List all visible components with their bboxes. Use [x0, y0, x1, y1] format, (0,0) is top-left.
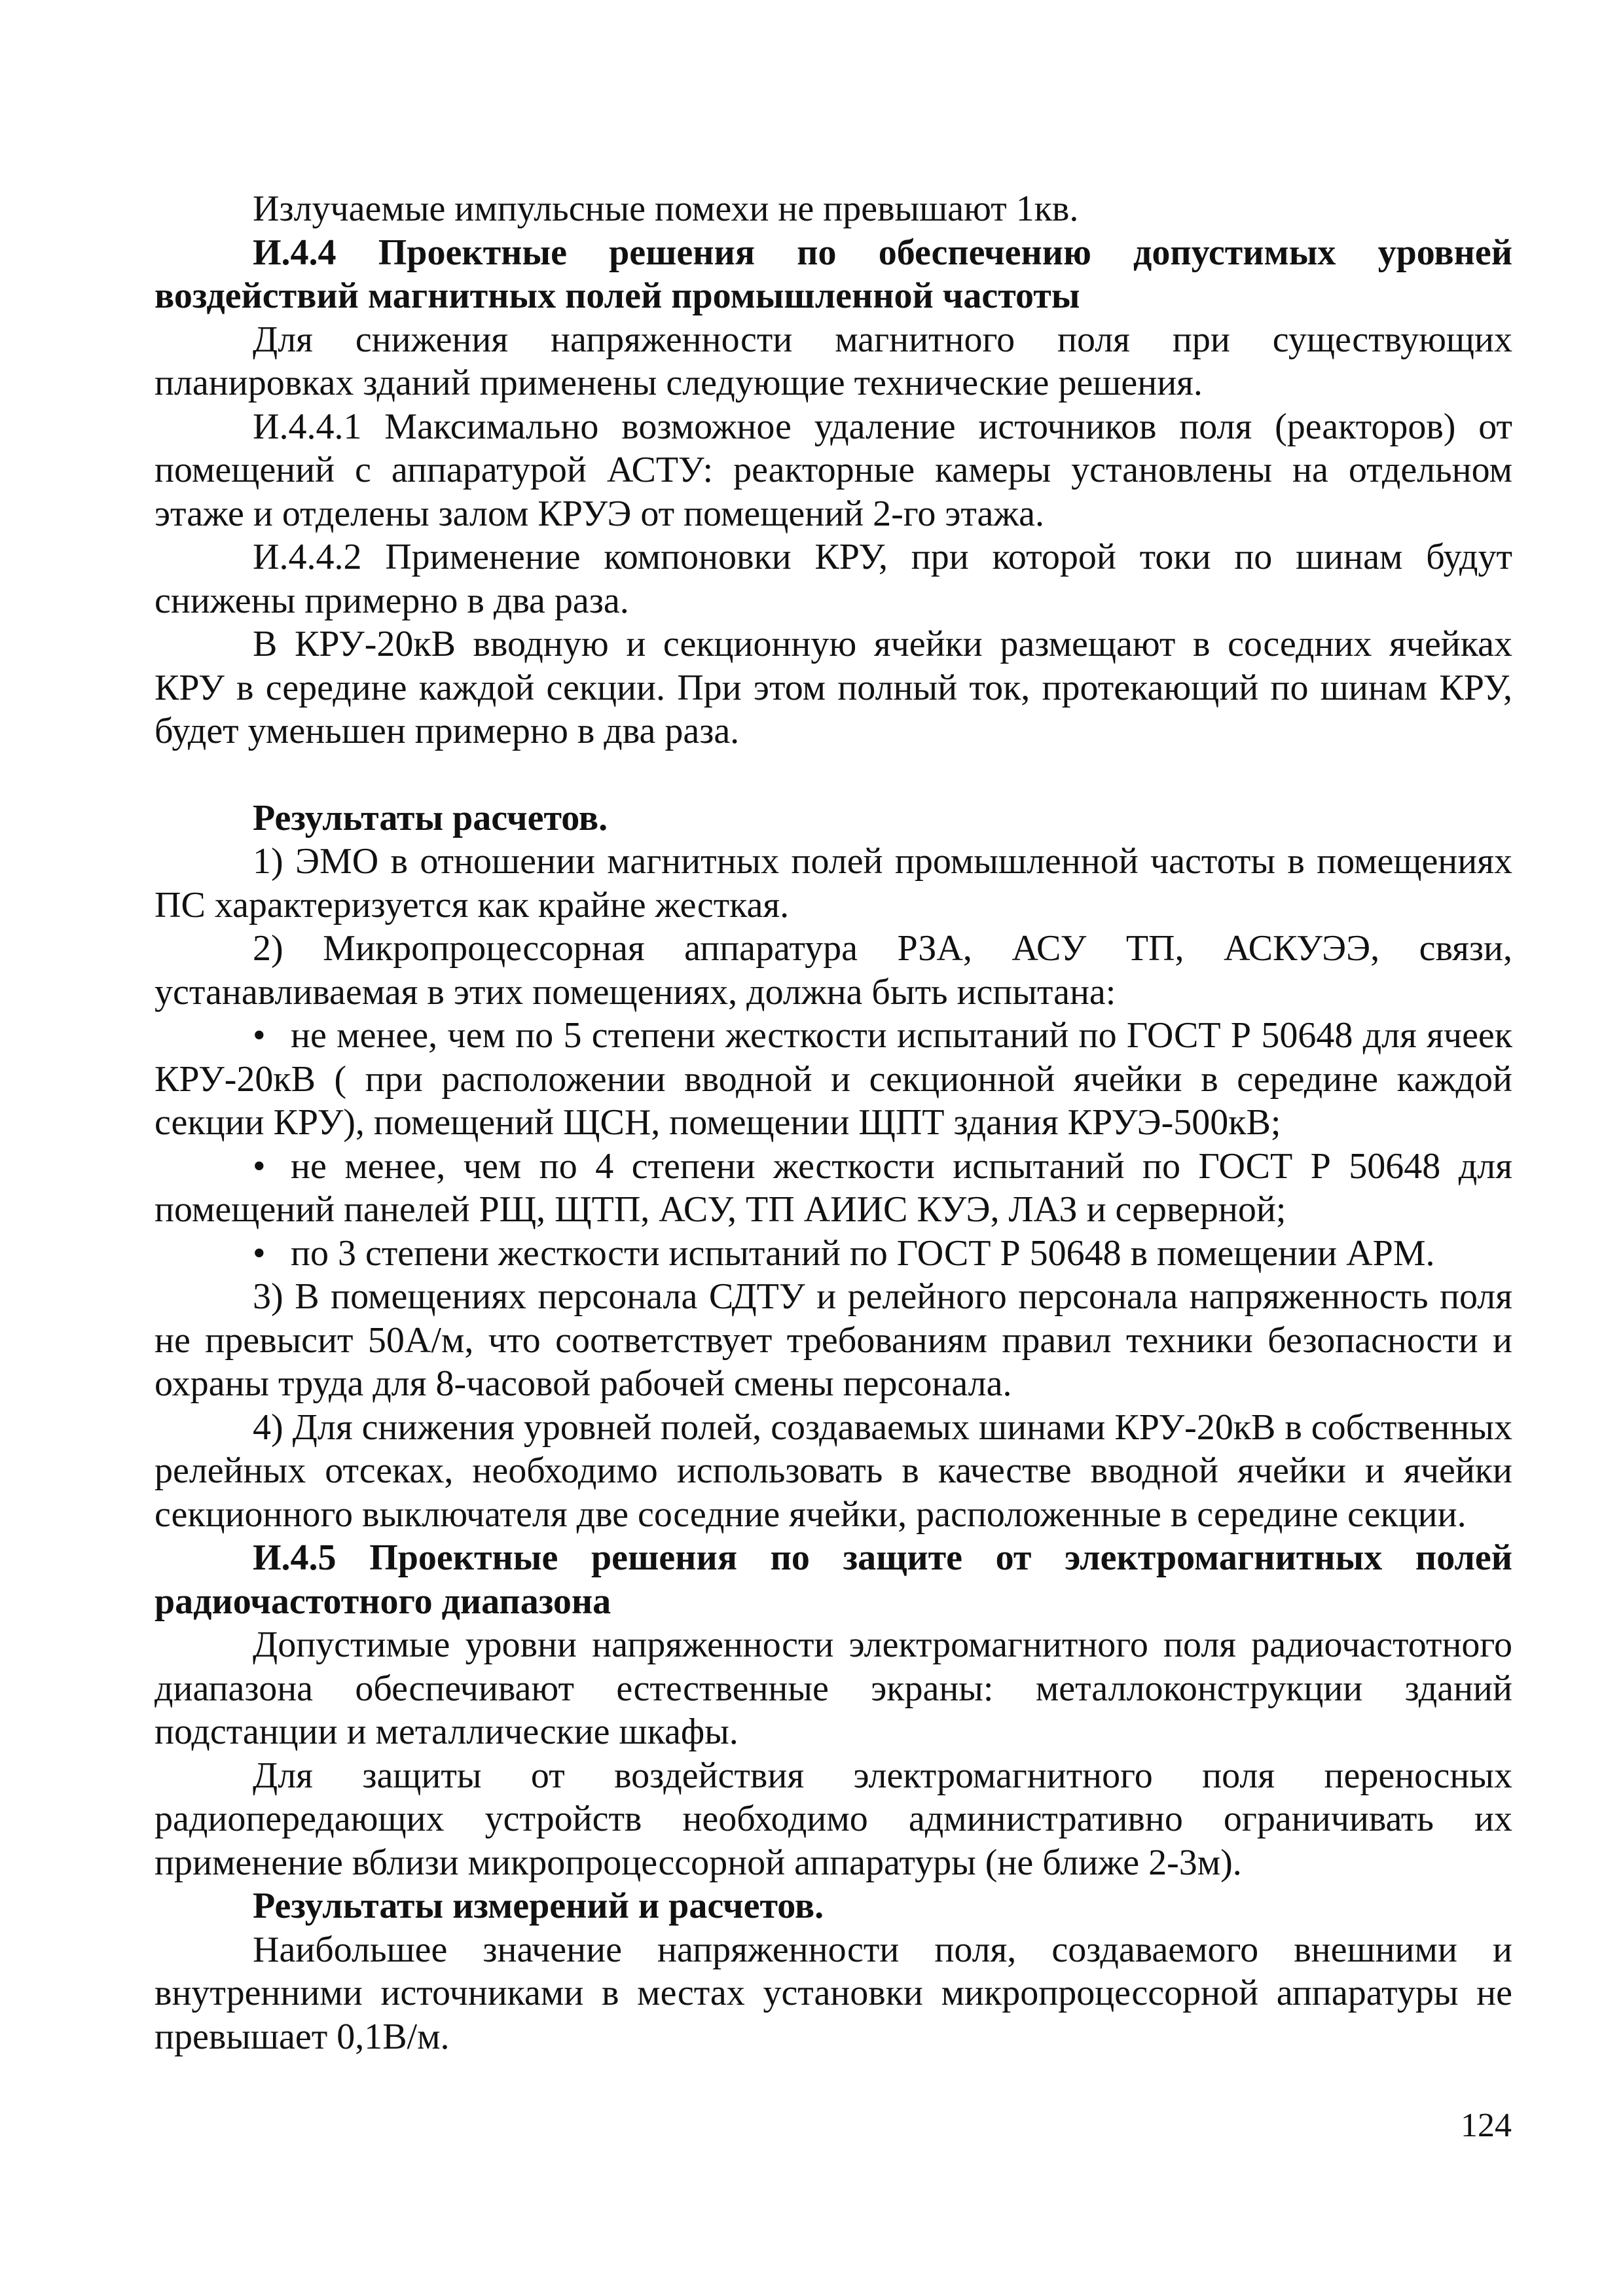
paragraph: Для защиты от воздействия электромагнитного поля переносных радиопередающих устройств необходимо административно ограничивать их применение вблизи микропроцессорной аппаратуры (не ближе 2-3м). [155, 1755, 1512, 1883]
paragraph: 4) Для снижения уровней полей, создаваемых шинами КРУ-20кВ в собственных релейных отсеках, необходимо использовать в качестве вводной ячейки и ячейки секционного выключателя две соседние ячейки, расположенные в середине секции. [155, 1407, 1512, 1535]
paragraph: И.4.4.2 Применение компоновки КРУ, при которой токи по шинам будут снижены примерно в два раза. [155, 537, 1512, 621]
bullet-icon: • [253, 1232, 266, 1274]
bullet-text: не менее, чем по 5 степени жесткости испытаний по ГОСТ Р 50648 для ячеек КРУ-20кВ ( при расположении вводной и секционной ячейки в середине каждой секции КРУ), помещений ЩСН, помещении ЩПТ здания КРУЭ-500кВ; [155, 1015, 1512, 1143]
results-heading: Результаты измерений и расчетов. [253, 1886, 824, 1926]
bullet-item [155, 1145, 1512, 1232]
section-heading: И.4.5 Проектные решения по защите от электромагнитных полей радиочастотного диапазона [155, 1537, 1512, 1622]
paragraph: Наибольшее значение напряженности поля, создаваемого внешними и внутренними источниками в местах установки микропроцессорной аппаратуры не превышает 0,1В/м. [155, 1929, 1512, 2057]
paragraph: В КРУ-20кВ вводную и секционную ячейки размещают в соседних ячейках КРУ в середине каждой секции. При этом полный ток, протекающий по шинам КРУ, будет уменьшен примерно в два раза. [155, 624, 1512, 751]
results-heading: Результаты расчетов. [253, 797, 608, 838]
bullet-text: не менее, чем по 4 степени жесткости испытаний по ГОСТ Р 50648 для помещений панелей РЩ, ЩТП, АСУ, ТП АИИС КУЭ, ЛАЗ и серверной; [155, 1145, 1512, 1230]
paragraph: Для снижения напряженности магнитного поля при существующих планировках зданий применены следующие технические решения. [155, 319, 1512, 403]
document-body [155, 187, 1512, 2058]
paragraph: И.4.4.1 Максимально возможное удаление источников поля (реакторов) от помещений с аппаратурой АСТУ: реакторные камеры установлены на отдельном этаже и отделены залом КРУЭ от помещений 2-го этажа. [155, 406, 1512, 534]
paragraph: 3) В помещениях персонала СДТУ и релейного персонала напряженность поля не превысит 50А/м, что соответствует требованиям правил техники безопасности и охраны труда для 8-часовой рабочей смены персонала. [155, 1276, 1512, 1404]
bullet-item [155, 1232, 1512, 1276]
paragraph: 1) ЭМО в отношении магнитных полей промышленной частоты в помещениях ПС характеризуется как крайне жесткая. [155, 841, 1512, 925]
bullet-icon: • [253, 1145, 266, 1187]
section-heading: И.4.4 Проектные решения по обеспечению допустимых уровней воздействий магнитных полей промышленной частоты [155, 232, 1512, 316]
page-number: 124 [1461, 2107, 1512, 2144]
paragraph: Излучаемые импульсные помехи не превышают 1кв. [253, 188, 1079, 229]
bullet-item [155, 1014, 1512, 1145]
paragraph: 2) Микропроцессорная аппаратура РЗА, АСУ ТП, АСКУЭЭ, связи, устанавливаемая в этих помещениях, должна быть испытана: [155, 928, 1512, 1013]
blank-line [155, 753, 1512, 797]
paragraph: Допустимые уровни напряженности электромагнитного поля радиочастотного диапазона обеспечивают естественные экраны: металлоконструкции зданий подстанции и металлические шкафы. [155, 1624, 1512, 1752]
bullet-icon: • [253, 1015, 266, 1056]
bullet-text: по 3 степени жесткости испытаний по ГОСТ Р 50648 в помещении АРМ. [291, 1232, 1435, 1274]
